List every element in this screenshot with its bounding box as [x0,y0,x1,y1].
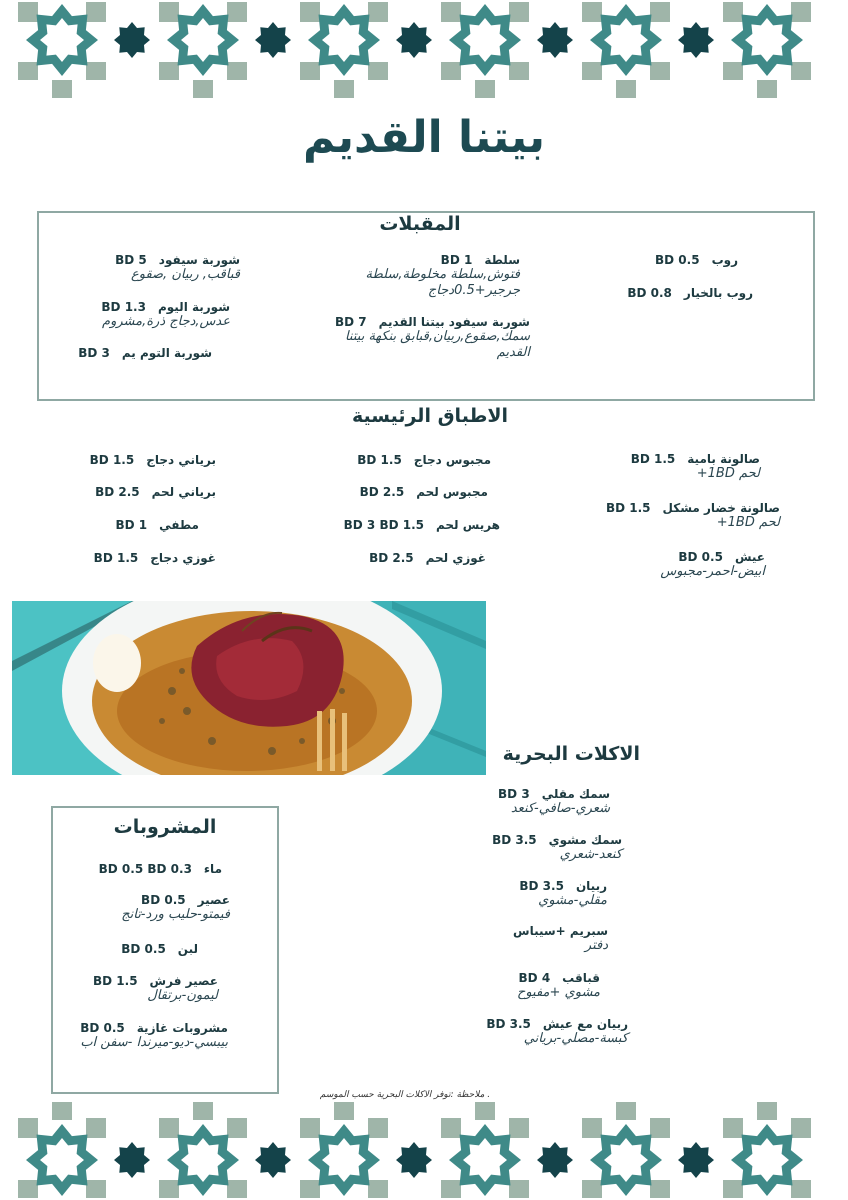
pattern-block [18,1180,38,1198]
pattern-block [300,1118,320,1138]
pattern-block [227,1180,247,1198]
pattern-block [18,1118,38,1138]
small-star-tile [114,1142,150,1178]
menu-item: ربيان مع عيش3.5 BD كبسة-مصلي-برياني [486,1017,628,1047]
menu-item: لبن0.5 BD [121,942,198,956]
menu-item: شوربة سيفود5 BD قباقب, ربيان ,صقوع [115,253,240,283]
pattern-block [475,1102,495,1120]
pattern-block [227,2,247,22]
small-star-tile [678,22,714,58]
restaurant-title: بيتنا القديم [303,112,545,163]
star-tile-center [463,1138,507,1182]
pattern-block [368,1180,388,1198]
mains-heading: الاطباق الرئيسية [351,405,509,427]
pattern-block [475,80,495,98]
pattern-block [616,1102,636,1120]
menu-item: صالونة خضار مشكل1.5 BD لحم 1BD+ [605,501,780,531]
pattern-block [193,1102,213,1120]
pattern-block [723,1118,743,1138]
pattern-block [509,2,529,22]
pattern-block [159,2,179,22]
menu-item: صالونة بامية1.5 BD لحم 1BD+ [630,452,760,482]
small-star-tile [396,1142,432,1178]
pattern-block [791,1118,811,1138]
pattern-block [368,1118,388,1138]
menu-item: قباقب4 BD مشوي +مفيوح [516,971,600,1001]
menu-item: روب0.5 BD [655,253,738,267]
menu-item: عيش0.5 BD ابيض-احمر-مجبوس [660,550,765,580]
menu-item: سمك مشوي3.5 BD كنعد-شعري [492,833,622,863]
pattern-block [368,62,388,80]
pattern-block [650,62,670,80]
pattern-block [159,1118,179,1138]
small-star-tile [537,22,573,58]
seasonal-note: . ملاحظة :توفر الاكلات البحرية حسب الموسم [319,1090,491,1100]
top-border-pattern [0,0,848,100]
pattern-block [441,1118,461,1138]
star-tile-center [745,1138,789,1182]
pattern-block [723,2,743,22]
pattern-block [300,2,320,22]
menu-item: مشروبات غازية0.5 BD بيبسي-ديو-ميرندا -سفن اب [80,1021,228,1051]
pattern-block [582,1180,602,1198]
small-star-tile [396,22,432,58]
pattern-block [650,2,670,22]
pattern-block [18,62,38,80]
star-tile-center [604,18,648,62]
star-tile-center [604,1138,648,1182]
menu-item: سمك مقلي3 BD شعري-صافي-كنعد [498,787,610,817]
menu-item: شوربة التوم يم3 BD [78,346,212,360]
pattern-block [441,1180,461,1198]
pattern-block [791,1180,811,1198]
pattern-block [86,62,106,80]
pattern-block [509,62,529,80]
pattern-block [723,1180,743,1198]
pattern-block [650,1118,670,1138]
pattern-block [757,80,777,98]
menu-item: مجبوس دجاج1.5 BD [357,453,491,467]
pattern-block [441,2,461,22]
pattern-block [300,1180,320,1198]
pattern-block [509,1180,529,1198]
pattern-block [52,80,72,98]
star-tile-center [322,1138,366,1182]
pattern-block [616,80,636,98]
star-tile-center [181,18,225,62]
menu-item: سبريم +سيباس دفتر [513,924,608,954]
pattern-block [159,62,179,80]
pattern-block [159,1180,179,1198]
star-tile-center [181,1138,225,1182]
menu-item: سلطة1 BD فتوش,سلطة مخلوطة,سلطة جرجير+0.5دجاج [365,253,520,298]
star-tile-center [322,18,366,62]
pattern-block [18,2,38,22]
pattern-block [300,62,320,80]
menu-item: شوربة سيفود بيتنا القديم7 BD سمك,صقوع,ربيان,قبابق بنكهة بيتنا القديم [334,315,530,360]
pattern-block [52,1102,72,1120]
menu-item: ماء0.3 BD 0.5 BD [98,862,222,876]
star-tile-center [40,1138,84,1182]
small-star-tile [678,1142,714,1178]
menu-item: برياني دجاج1.5 BD [89,453,216,467]
pattern-block [227,62,247,80]
menu-item: عصير0.5 BD فيمتو-حليب ورد-تانج [121,893,230,923]
menu-item: غوزي دجاج1.5 BD [93,551,216,565]
pattern-block [582,2,602,22]
pattern-block [334,1102,354,1120]
seafood-heading: الاكلات البحرية [502,743,640,765]
pattern-block [791,2,811,22]
star-tile-center [463,18,507,62]
star-tile-center [745,18,789,62]
small-star-tile [255,1142,291,1178]
small-star-tile [114,22,150,58]
menu-item: روب بالخيار0.8 BD [627,286,753,300]
pattern-block [650,1180,670,1198]
pattern-block [441,62,461,80]
bottom-border-pattern [0,1100,848,1200]
pattern-block [227,1118,247,1138]
starters-heading: المقبلات [379,213,461,235]
food-photo [12,601,486,775]
menu-item: شوربة اليوم1.3 BD عدس,دجاج ذرة,مشروم [101,300,230,330]
pattern-block [86,2,106,22]
menu-item: ربيان3.5 BD مقلي-مشوي [519,879,607,909]
menu-item: مجبوس لحم2.5 BD [359,485,488,499]
pattern-block [193,80,213,98]
menu-item: عصير فرش1.5 BD ليمون-برتقال [92,974,218,1004]
pattern-block [582,62,602,80]
pattern-block [368,2,388,22]
menu-item: برياني لحم2.5 BD [95,485,216,499]
menu-item: هريس لحم1.5 BD 3 BD [343,518,500,532]
menu-item: غوزي لحم2.5 BD [369,551,486,565]
pattern-block [334,80,354,98]
star-tile-center [40,18,84,62]
pattern-block [757,1102,777,1120]
pattern-block [86,1118,106,1138]
drinks-heading: المشروبات [113,816,217,838]
small-star-tile [537,1142,573,1178]
pattern-block [86,1180,106,1198]
small-star-tile [255,22,291,58]
menu-item: مطفي1 BD [115,518,199,532]
pattern-block [582,1118,602,1138]
pattern-block [791,62,811,80]
pattern-block [509,1118,529,1138]
pattern-block [723,62,743,80]
